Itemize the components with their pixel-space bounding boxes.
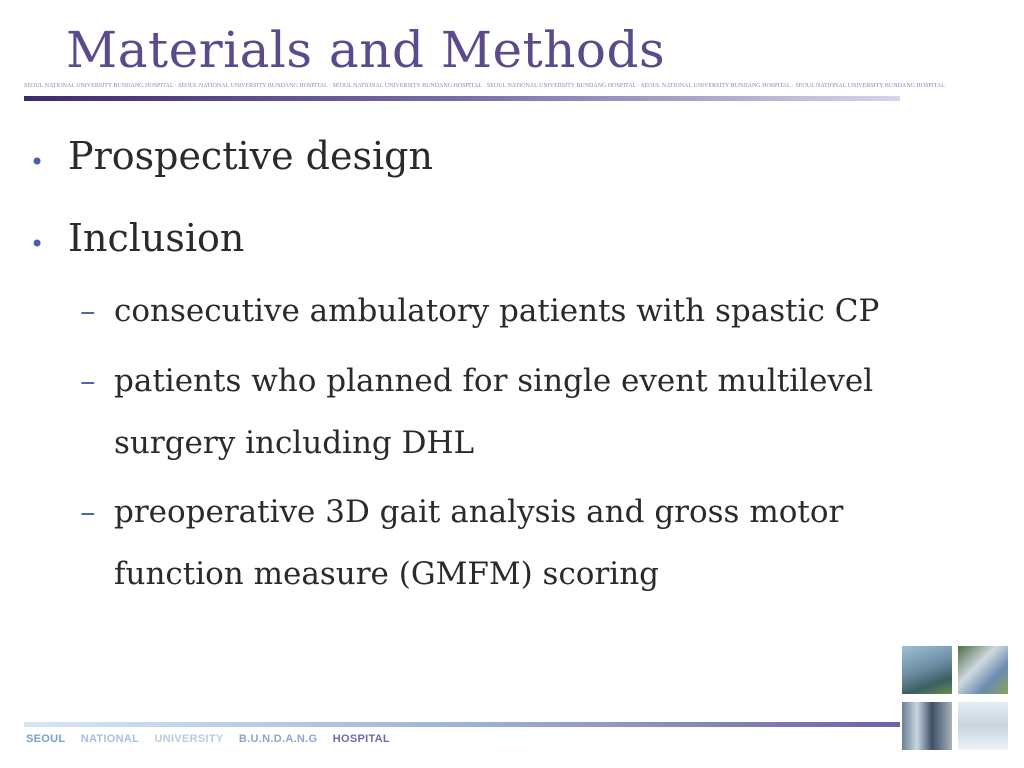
bullet-marker: • [30,230,45,258]
hospital-photo [902,702,952,750]
footer-word: UNIVERSITY [154,733,224,745]
sub-bullet-text: preoperative 3D gait analysis and gross motor function measure (GMFM) scoring [114,494,844,592]
sub-bullet-marker: – [80,293,96,329]
footer-word: B.U.N.D.A.N.G [238,733,318,745]
bullet-text: Prospective design [68,134,433,178]
header-rule [24,96,900,101]
header-banner-text: SEOUL NATIONAL UNIVERSITY BUNDANG HOSPITAL · SEOUL NATIONAL UNIVERSITY BUNDANG HOSPITAL · SEOUL NATIONAL UNIVERSITY BUNDANG HOSPITAL · SEOUL NATIONAL UNIVERSITY BUNDANG HOSPITAL · SEOUL NATIONAL UNIVERSITY BUNDANG HOSPITAL · SEOUL NATIONAL UNIVERSITY BUNDANG HOSPITAL [24,83,945,89]
bullet-text: Inclusion [68,216,245,260]
footer-rule [24,722,900,727]
hospital-photo [902,646,952,694]
footer-hospital-name [26,733,402,745]
sub-bullet-text: consecutive ambulatory patients with spastic CP [114,293,880,329]
hospital-photo [958,646,1008,694]
bullet-marker: • [30,148,45,176]
sub-bullet-text: patients who planned for single event multilevel surgery including DHL [114,363,874,461]
footer-word: HOSPITAL [332,733,390,745]
hospital-photo-collage [896,640,1010,756]
slide-title: Materials and Methods [66,21,666,79]
footer-word: SEOUL [26,733,66,745]
hospital-photo [958,702,1008,750]
sub-bullet-marker: – [80,363,96,399]
sub-bullet-marker: – [80,494,96,530]
footer-word: NATIONAL [80,733,140,745]
